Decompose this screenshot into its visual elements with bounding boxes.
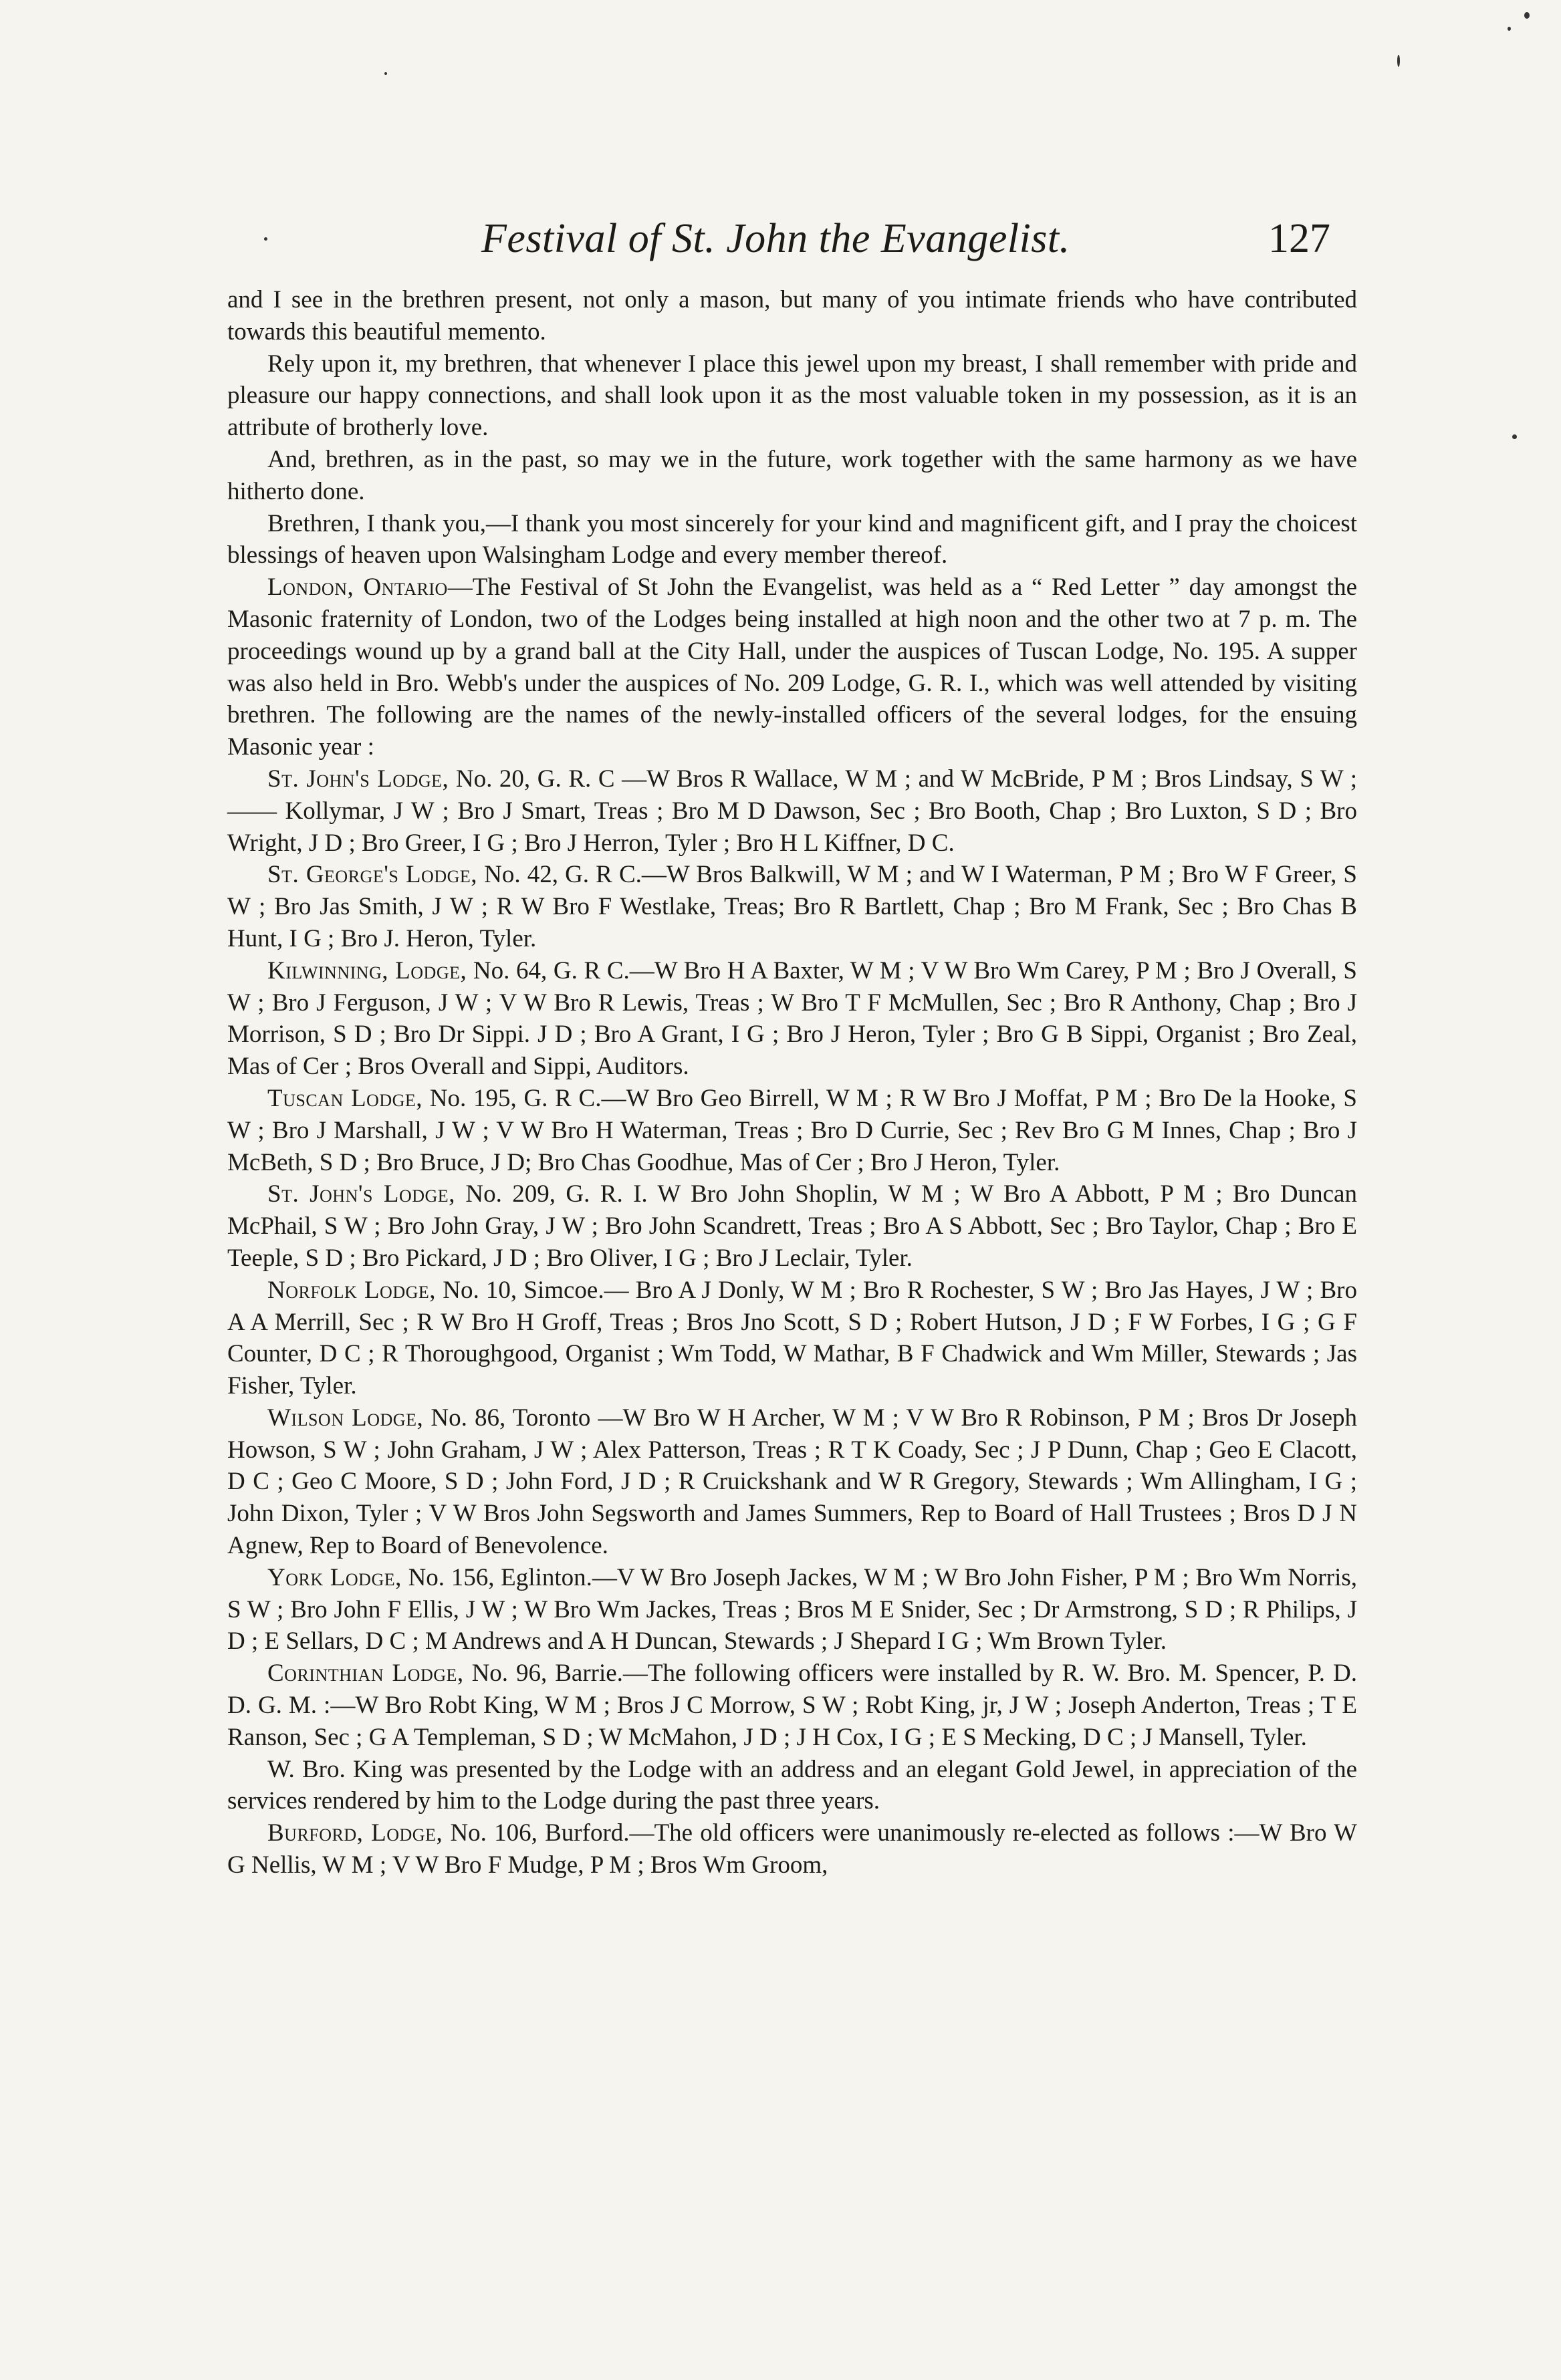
lodge-entry: St. John's Lodge, No. 209, G. R. I. W Bro John Shoplin, W M ; W Bro A Abbott, P M ; Bro Duncan McPhail, S W ; Bro John Gray, J W ; Bro John Scandrett, Treas ; Bro A S Abbott, Sec ; Bro Taylor, Chap ; Bro E Teeple, S D ; Bro Pickard, J D ; Bro Oliver, I G ; Bro J Leclair, Tyler. — [227, 1180, 1357, 1272]
scan-speck — [1397, 55, 1400, 67]
lodge-name: Burford, Lodge, — [267, 1819, 443, 1847]
paragraph-lead: London, Ontario — [267, 573, 448, 602]
scan-speck — [1508, 27, 1511, 31]
paragraph: Rely upon it, my brethren, that whenever I place this jewel upon my breast, I shall remember with pride and pleasure our happy connections, and shall look upon it as the most valuable token in my possession, as it is an attribute of brotherly love. — [227, 350, 1357, 442]
running-title: Festival of St. John the Evangelist. — [481, 216, 1070, 261]
paragraph: And, brethren, as in the past, so may we in the future, work together with the same harmony as we have hitherto done. — [227, 445, 1357, 505]
scan-speck — [384, 72, 387, 75]
lodge-entry: St. John's Lodge, No. 20, G. R. C —W Bros R Wallace, W M ; and W McBride, P M ; Bros Lindsay, S W ; —— Kollymar, J W ; Bro J Smart, Treas ; Bro M D Dawson, Sec ; Bro Booth, Chap ; Bro Luxton, S D ; Bro Wright, J D ; Bro Greer, I G ; Bro J Herron, Tyler ; Bro H L Kiffner, D C. — [227, 765, 1357, 857]
page-number: 127 — [1268, 216, 1330, 261]
lodge-entry: York Lodge, No. 156, Eglinton.—V W Bro Joseph Jackes, W M ; W Bro John Fisher, P M ; Bro Wm Norris, S W ; Bro John F Ellis, J W ; W Bro Wm Jackes, Treas ; Bros M E Snider, Sec ; Dr Armstrong, S D ; R Philips, J D ; E Sellars, D C ; M Andrews and A H Duncan, Stewards ; J Shepard I G ; Wm Brown Tyler. — [227, 1563, 1357, 1656]
lodge-entry: Burford, Lodge, No. 106, Burford.—The old officers were unanimously re-elected as follows :—W Bro W G Nellis, W M ; V W Bro F Mudge, P M ; Bros Wm Groom, — [227, 1819, 1357, 1879]
paragraph: Brethren, I thank you,—I thank you most sincerely for your kind and magnificent gift, and I pray the choicest blessings of heaven upon Walsingham Lodge and every member thereof. — [227, 509, 1357, 569]
lodge-entry: Kilwinning, Lodge, No. 64, G. R C.—W Bro H A Baxter, W M ; V W Bro Wm Carey, P M ; Bro J Overall, S W ; Bro J Ferguson, J W ; V W Bro R Lewis, Treas ; W Bro T F McMullen, Sec ; Bro R Anthony, Chap ; Bro J Morrison, S D ; Bro Dr Sippi. J D ; Bro A Grant, I G ; Bro J Heron, Tyler ; Bro G B Sippi, Organist ; Bro Zeal, Mas of Cer ; Bros Overall and Sippi, Auditors. — [227, 956, 1357, 1081]
lodge-name: St. George's Lodge, — [267, 861, 478, 889]
lodge-name: St. John's Lodge, — [267, 1180, 455, 1208]
lodge-name: St. John's Lodge, — [267, 765, 449, 793]
paragraph: and I see in the brethren present, not only a mason, but many of you intimate friends who have contributed towards this beautiful memento. — [227, 286, 1357, 346]
lodge-name: Wilson Lodge, — [267, 1404, 424, 1432]
paragraph: W. Bro. King was presented by the Lodge with an address and an elegant Gold Jewel, in appreciation of the services rendered by him to the Lodge during the past three years. — [227, 1755, 1357, 1815]
lodge-entry: Tuscan Lodge, No. 195, G. R C.—W Bro Geo Birrell, W M ; R W Bro J Moffat, P M ; Bro De la Hooke, S W ; Bro J Marshall, J W ; V W Bro H Waterman, Treas ; Bro D Currie, Sec ; Rev Bro G M Innes, Chap ; Bro J McBeth, S D ; Bro Bruce, J D; Bro Chas Goodhue, Mas of Cer ; Bro J Heron, Tyler. — [227, 1084, 1357, 1176]
lodge-name: Norfolk Lodge, — [267, 1276, 437, 1304]
paragraph: London, Ontario—The Festival of St John the Evangelist, was held as a “ Red Letter ” day amongst the Masonic fraternity of London, two of the Lodges being installed at high noon and the other two at 7 p. m. The proceedings wound up by a grand ball at the City Hall, under the auspices of Tuscan Lodge, No. 195. A supper was also held in Bro. Webb's under the auspices of No. 209 Lodge, G. R. I., which was well attended by visiting brethren. The following are the names of the newly-installed officers of the several lodges, for the ensuing Masonic year : — [227, 573, 1357, 761]
body-text — [227, 284, 1357, 1881]
lodge-entry: St. George's Lodge, No. 42, G. R C.—W Bros Balkwill, W M ; and W I Waterman, P M ; Bro W F Greer, S W ; Bro Jas Smith, J W ; R W Bro F Westlake, Treas; Bro R Bartlett, Chap ; Bro M Frank, Sec ; Bro Chas B Hunt, I G ; Bro J. Heron, Tyler. — [227, 861, 1358, 952]
lodge-name: Kilwinning, Lodge, — [267, 956, 467, 984]
scan-speck — [264, 237, 267, 241]
lodge-name: York Lodge, — [267, 1563, 402, 1591]
lodge-entry: Corinthian Lodge, No. 96, Barrie.—The following officers were installed by R. W. Bro. M. Spencer, P. D. D. G. M. :—W Bro Robt King, W M ; Bros J C Morrow, S W ; Robt King, jr, J W ; Joseph Anderton, Treas ; T E Ranson, Sec ; G A Templeman, S D ; W McMahon, J D ; J H Cox, I G ; E S Mecking, D C ; J Mansell, Tyler. — [227, 1660, 1357, 1751]
lodge-name: Tuscan Lodge, — [267, 1084, 423, 1112]
lodge-entry: Wilson Lodge, No. 86, Toronto —W Bro W H Archer, W M ; V W Bro R Robinson, P M ; Bros Dr Joseph Howson, S W ; John Graham, J W ; Alex Patterson, Treas ; R T K Coady, Sec ; J P Dunn, Chap ; Geo E Clacott, D C ; Geo C Moore, S D ; John Ford, J D ; R Cruickshank and W R Gregory, Stewards ; Wm Allingham, I G ; John Dixon, Tyler ; V W Bros John Segsworth and James Summers, Rep to Board of Hall Trustees ; Bros D J N Agnew, Rep to Board of Benevolence. — [227, 1404, 1357, 1560]
lodge-name: Corinthian Lodge, — [267, 1660, 464, 1688]
running-header — [227, 213, 1330, 266]
scan-speck — [1512, 434, 1517, 439]
scan-speck — [1524, 12, 1530, 19]
lodge-entry: Norfolk Lodge, No. 10, Simcoe.— Bro A J Donly, W M ; Bro R Rochester, S W ; Bro Jas Hayes, J W ; Bro A A Merrill, Sec ; R W Bro H Groff, Treas ; Bros Jno Scott, S D ; Robert Hutson, J D ; F W Forbes, I G ; G F Counter, D C ; R Thoroughgood, Organist ; Wm Todd, W Mathar, B F Chadwick and Wm Miller, Stewards ; Jas Fisher, Tyler. — [227, 1276, 1358, 1400]
